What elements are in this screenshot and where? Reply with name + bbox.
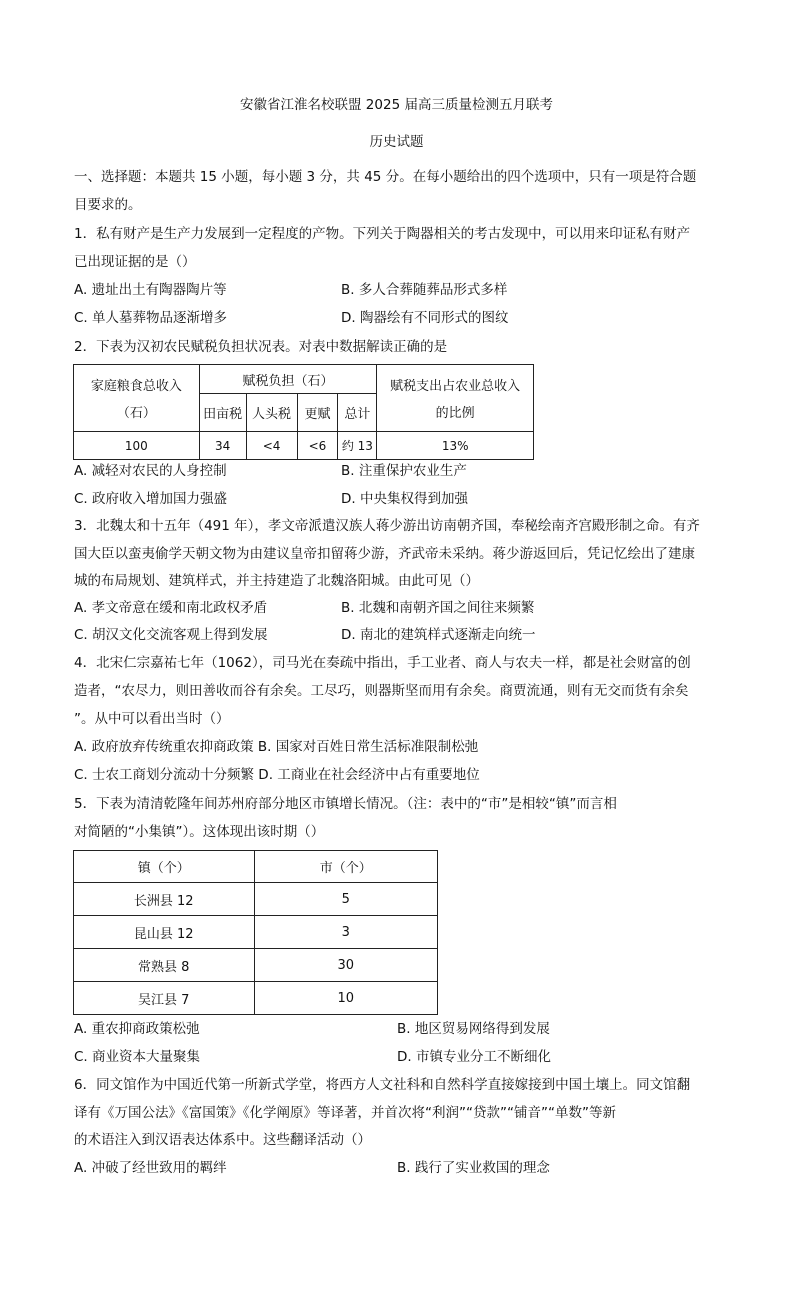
q6-option-a[interactable]: A. 冲破了经世致用的羁绊: [74, 1160, 227, 1176]
q3-stem-line3: 城的布局规划、建筑样式，并主持建造了北魏洛阳城。由此可见（）: [74, 573, 479, 589]
q4-stem-line1: 4．北宋仁宗嘉祐七年（1062），司马光在奏疏中指出，手工业者、商人与农夫一样，都是社会财富的创: [74, 655, 691, 671]
q6-stem-line1: 6．同文馆作为中国近代第一所新式学堂，将西方人文社科和自然科学直接嫁接到中国土壤上。同文馆翻: [74, 1077, 691, 1093]
q4-options-cd[interactable]: C. 士农工商划分流动十分频繁 D. 工商业在社会经济中占有重要地位: [74, 767, 480, 783]
q5-option-a[interactable]: A. 重农抑商政策松弛: [74, 1021, 200, 1037]
q5-option-c[interactable]: C. 商业资本大量聚集: [74, 1049, 201, 1065]
q2-cell-income: 100: [74, 432, 200, 460]
q2-header-total: 总计: [338, 394, 377, 432]
q5-option-d[interactable]: D. 市镇专业分工不断细化: [397, 1049, 551, 1065]
q5-stem-line2: 对简陋的“小集镇”）。这体现出该时期（）: [74, 824, 325, 840]
q1-stem-line1: 1．私有财产是生产力发展到一定程度的产物。下列关于陶器相关的考古发现中，可以用来印证私有财产: [74, 226, 691, 242]
q1-option-d[interactable]: D. 陶器绘有不同形式的图纹: [341, 310, 509, 326]
q5-cell-market-count: 10: [254, 982, 438, 1015]
exam-subtitle: 历史试题: [369, 134, 424, 150]
q3-option-a[interactable]: A. 孝文帝意在缓和南北政权矛盾: [74, 600, 268, 616]
section-instruction-line1: 一、选择题：本题共 15 小题，每小题 3 分，共 45 分。在每小题给出的四个选项中，只有一项是符合题: [74, 169, 697, 185]
q1-option-c[interactable]: C. 单人墓葬物品逐渐增多: [74, 310, 228, 326]
section-instruction-line2: 目要求的。: [74, 197, 142, 213]
q1-stem-line2: 已出现证据的是（）: [74, 254, 196, 270]
q5-cell-county: 常熟县 8: [74, 949, 255, 982]
q4-stem-line3: ”。从中可以看出当时（）: [74, 711, 230, 727]
q6-stem-line3: 的术语注入到汉语表达体系中。这些翻译活动（）: [74, 1132, 371, 1148]
q5-cell-county: 长洲县 12: [74, 883, 255, 916]
q2-option-c[interactable]: C. 政府收入增加国力强盛: [74, 491, 228, 507]
q4-options-ab[interactable]: A. 政府放弃传统重农抑商政策 B. 国家对百姓日常生活标准限制松弛: [74, 739, 479, 755]
q1-option-a[interactable]: A. 遗址出土有陶器陶片等: [74, 282, 227, 298]
q5-stem-line1: 5．下表为清清乾隆年间苏州府部分地区市镇增长情况。（注：表中的“市”是相较“镇”而言相: [74, 796, 617, 812]
q2-header-ratio: 赋税支出占农业总收入 的比例: [377, 365, 534, 432]
q2-header-burden: 赋税负担（石）: [199, 365, 377, 394]
q2-option-a[interactable]: A. 减轻对农民的人身控制: [74, 463, 227, 479]
q2-option-b[interactable]: B. 注重保护农业生产: [341, 463, 467, 479]
q6-option-b[interactable]: B. 践行了实业救国的理念: [397, 1160, 550, 1176]
q3-option-b[interactable]: B. 北魏和南朝齐国之间往来频繁: [341, 600, 535, 616]
q2-cell-land-tax: 34: [199, 432, 246, 460]
q1-option-b[interactable]: B. 多人合葬随葬品形式多样: [341, 282, 508, 298]
q2-cell-total: 约 13: [338, 432, 377, 460]
q5-market-table: [73, 850, 438, 1015]
q2-cell-labor-tax: <6: [297, 432, 338, 460]
q5-cell-county: 吴江县 7: [74, 982, 255, 1015]
q2-header-labor-tax: 更赋: [297, 394, 338, 432]
q2-header-poll-tax: 人头税: [246, 394, 297, 432]
q3-stem-line2: 国大臣以蛮夷偷学天朝文物为由建议皇帝扣留蒋少游，齐武帝未采纳。蒋少游返回后，凭记忆绘出了建康: [74, 546, 695, 562]
q5-cell-market-count: 3: [254, 916, 438, 949]
q5-cell-market-count: 30: [254, 949, 438, 982]
q3-option-d[interactable]: D. 南北的建筑样式逐渐走向统一: [341, 627, 536, 643]
q6-stem-line2: 译有《万国公法》《富国策》《化学阐原》等译著，并首次将“利润”“贷款”“铺音”“单数”等新: [74, 1105, 616, 1121]
q2-header-income: 家庭粮食总收入 （石）: [74, 365, 200, 432]
exam-title: 安徽省江淮名校联盟 2025 届高三质量检测五月联考: [240, 97, 553, 113]
q2-header-land-tax: 田亩税: [199, 394, 246, 432]
q2-cell-ratio: 13%: [377, 432, 534, 460]
q4-stem-line2: 造者，“农尽力，则田善收而谷有余矣。工尽巧，则器斯坚而用有余矣。商贾流通，则有无交而货有余矣: [74, 683, 689, 699]
q5-cell-county: 昆山县 12: [74, 916, 255, 949]
q3-stem-line1: 3．北魏太和十五年（491 年），孝文帝派遣汉族人蒋少游出访南朝齐国，奉秘绘南齐宫殿形制之命。有齐: [74, 518, 700, 534]
q5-cell-market-count: 5: [254, 883, 438, 916]
q2-cell-poll-tax: <4: [246, 432, 297, 460]
q2-stem: 2．下表为汉初农民赋税负担状况表。对表中数据解读正确的是: [74, 339, 448, 355]
q5-option-b[interactable]: B. 地区贸易网络得到发展: [397, 1021, 550, 1037]
q2-tax-table: [73, 364, 534, 460]
q5-header-town: 镇（个）: [74, 851, 255, 883]
q2-option-d[interactable]: D. 中央集权得到加强: [341, 491, 468, 507]
q5-header-market: 市（个）: [254, 851, 438, 883]
q3-option-c[interactable]: C. 胡汉文化交流客观上得到发展: [74, 627, 268, 643]
